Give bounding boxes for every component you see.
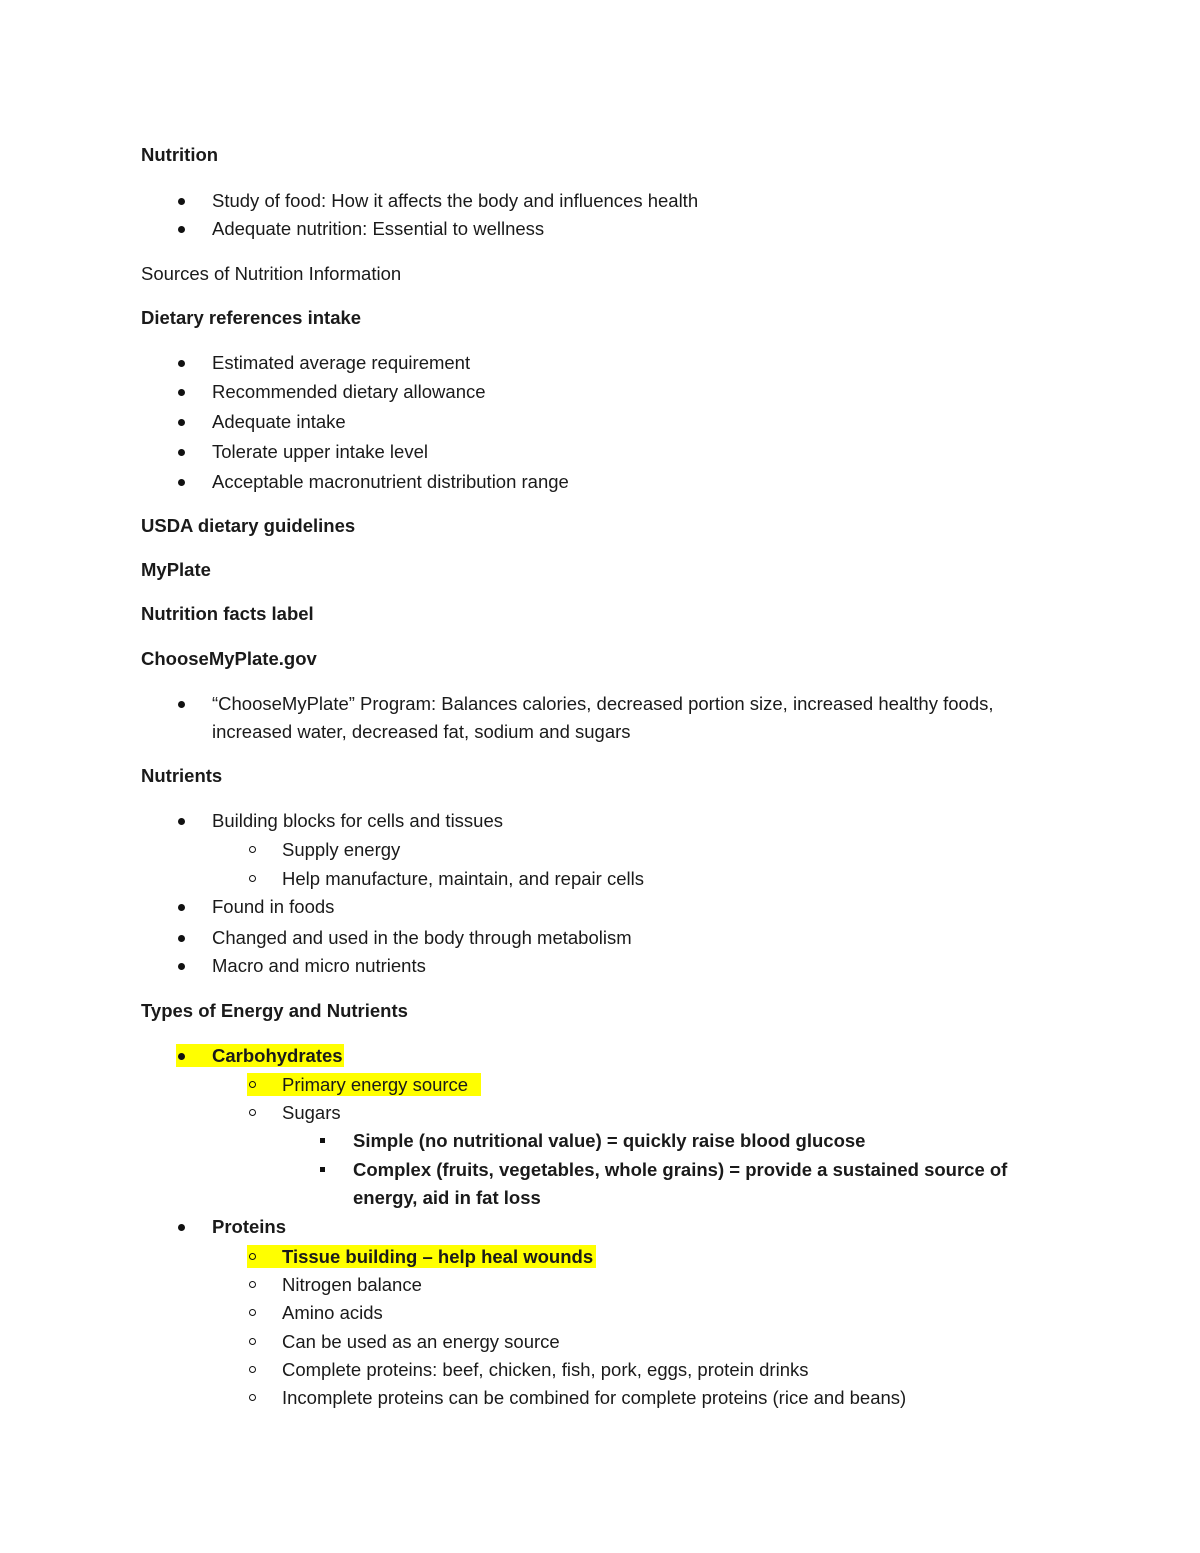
bullet-icon <box>178 389 185 396</box>
circle-bullet-icon <box>249 1253 256 1260</box>
sub-sub-list-item-continuation: energy, aid in fat loss <box>353 1187 541 1208</box>
sub-list-item: Incomplete proteins can be combined for complete proteins (rice and beans) <box>282 1386 906 1410</box>
bullet-icon <box>178 360 185 367</box>
sub-list-item: Primary energy source <box>282 1073 468 1097</box>
section-heading: Sources of Nutrition Information <box>141 263 402 284</box>
sub-list-item: Tissue building – help heal wounds <box>282 1245 593 1269</box>
list-item: Found in foods <box>212 895 334 919</box>
sub-list-item: Nitrogen balance <box>282 1273 422 1297</box>
sub-list-item: Help manufacture, maintain, and repair cells <box>282 867 644 891</box>
sub-list-item: Complete proteins: beef, chicken, fish, pork, eggs, protein drinks <box>282 1358 809 1382</box>
circle-bullet-icon <box>249 1366 256 1373</box>
bullet-icon <box>178 1224 185 1231</box>
list-item: Changed and used in the body through metabolism <box>212 926 632 950</box>
circle-bullet-icon <box>249 1394 256 1401</box>
list-item: Macro and micro nutrients <box>212 954 426 978</box>
square-bullet-icon <box>320 1167 325 1172</box>
list-item: Study of food: How it affects the body and influences health <box>212 189 698 213</box>
list-item: Adequate nutrition: Essential to wellness <box>212 217 544 241</box>
sub-list-item: Can be used as an energy source <box>282 1330 560 1354</box>
list-item: “ChooseMyPlate” Program: Balances calories, decreased portion size, increased healthy foods, <box>212 692 994 716</box>
circle-bullet-icon <box>249 1081 256 1088</box>
list-item-carbohydrates: Carbohydrates <box>212 1044 343 1068</box>
bullet-icon <box>178 963 185 970</box>
bullet-icon <box>178 226 185 233</box>
sub-list-item: Amino acids <box>282 1301 383 1325</box>
bullet-icon <box>178 701 185 708</box>
section-heading: USDA dietary guidelines <box>141 515 356 536</box>
bullet-icon <box>178 449 185 456</box>
bullet-icon <box>178 818 185 825</box>
sub-list-item: Supply energy <box>282 838 400 862</box>
circle-bullet-icon <box>249 1109 256 1116</box>
section-heading: Nutrition facts label <box>141 603 314 624</box>
circle-bullet-icon <box>249 1281 256 1288</box>
circle-bullet-icon <box>249 875 256 882</box>
sub-list-item: Sugars <box>282 1101 341 1125</box>
list-item: Adequate intake <box>212 410 346 434</box>
section-heading: Nutrients <box>141 765 223 786</box>
sub-sub-list-item: Simple (no nutritional value) = quickly raise blood glucose <box>353 1129 865 1153</box>
sub-sub-list-item: Complex (fruits, vegetables, whole grains) = provide a sustained source of <box>353 1158 1007 1182</box>
bullet-icon <box>178 479 185 486</box>
list-item: Acceptable macronutrient distribution range <box>212 470 569 494</box>
list-item: Estimated average requirement <box>212 351 470 375</box>
list-item: Building blocks for cells and tissues <box>212 809 503 833</box>
bullet-icon <box>178 198 185 205</box>
list-item-proteins: Proteins <box>212 1215 286 1239</box>
section-heading: Types of Energy and Nutrients <box>141 1000 408 1021</box>
bullet-icon <box>178 1053 185 1060</box>
list-item: Tolerate upper intake level <box>212 440 428 464</box>
list-item: Recommended dietary allowance <box>212 380 486 404</box>
bullet-icon <box>178 935 185 942</box>
section-heading: Dietary references intake <box>141 307 362 328</box>
section-heading: MyPlate <box>141 559 211 580</box>
circle-bullet-icon <box>249 1309 256 1316</box>
bullet-icon <box>178 904 185 911</box>
bullet-icon <box>178 419 185 426</box>
circle-bullet-icon <box>249 846 256 853</box>
square-bullet-icon <box>320 1138 325 1143</box>
circle-bullet-icon <box>249 1338 256 1345</box>
page-title: Nutrition <box>141 144 219 165</box>
section-heading: ChooseMyPlate.gov <box>141 648 317 669</box>
list-item-continuation: increased water, decreased fat, sodium and sugars <box>212 721 631 742</box>
